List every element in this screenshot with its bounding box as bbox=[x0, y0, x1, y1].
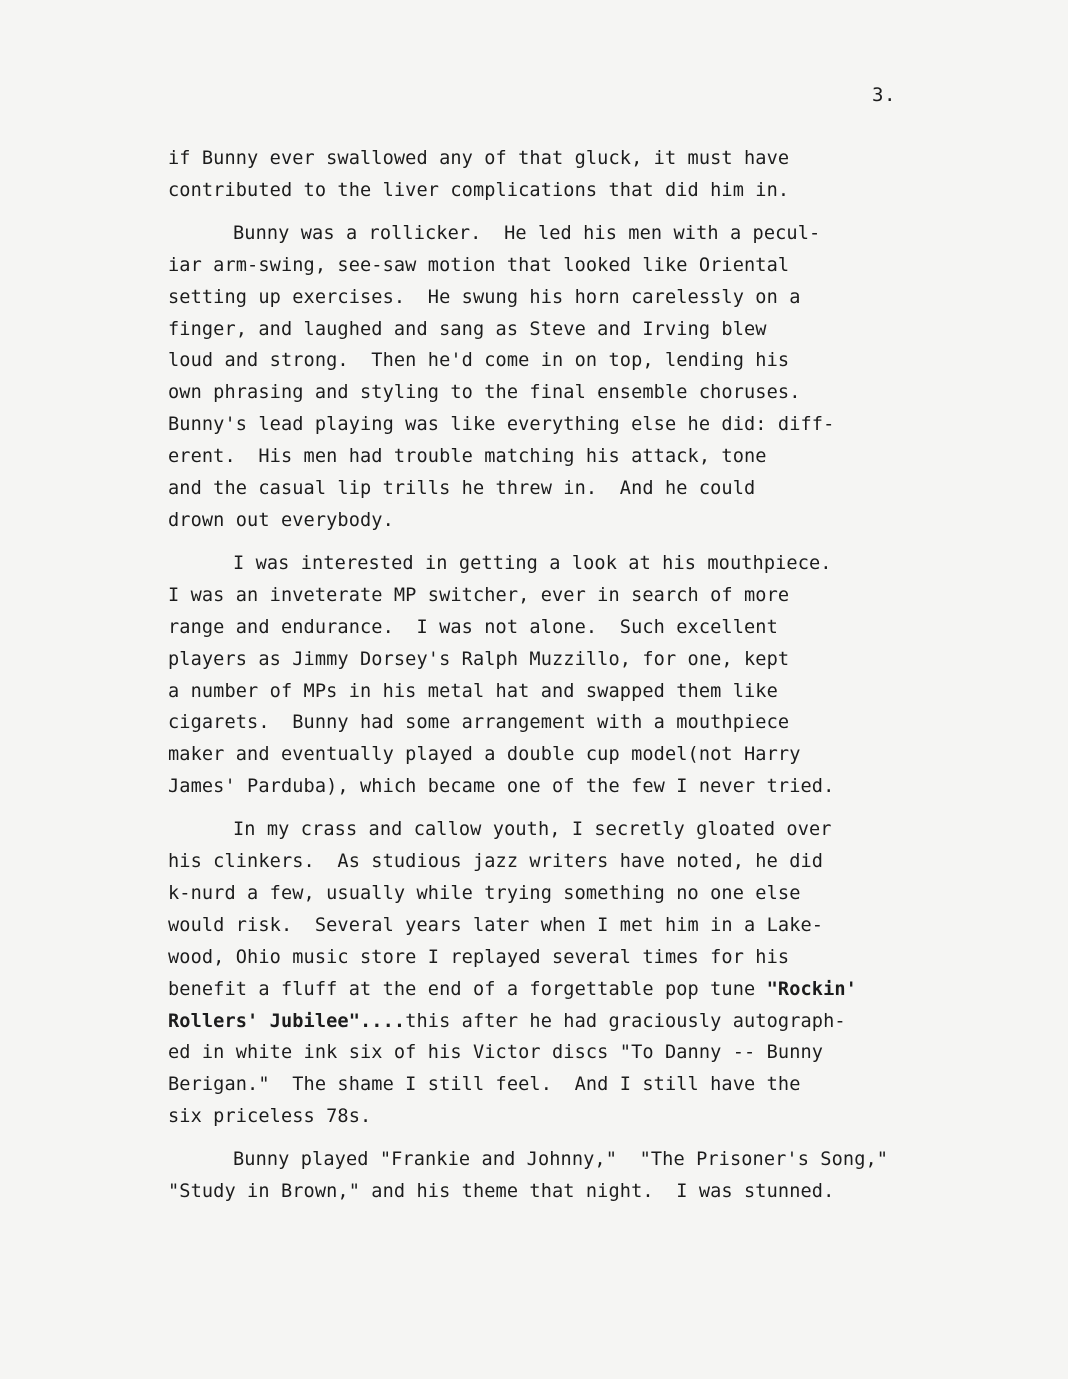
song-title-bold: "Rockin' bbox=[766, 978, 857, 1000]
text-line: would risk. Several years later when I met him in a Lake- bbox=[168, 914, 824, 936]
text-line: k-nurd a few, usually while trying something no one else bbox=[168, 882, 801, 904]
text-line: In my crass and callow youth, I secretly gloated over bbox=[233, 819, 832, 841]
paragraph-2 bbox=[168, 218, 958, 537]
text-line-mixed bbox=[168, 974, 958, 1006]
page-number: 3. bbox=[872, 84, 896, 106]
paragraph-5 bbox=[168, 1144, 958, 1208]
text-segment: benefit a fluff at the end of a forgettable pop tune bbox=[168, 978, 767, 1000]
text-line: cigarets. Bunny had some arrangement with a mouthpiece bbox=[168, 712, 790, 734]
paragraph-1 bbox=[168, 143, 958, 207]
text-line: maker and eventually played a double cup model(not Harry bbox=[168, 744, 801, 766]
text-line: Bunny played "Frankie and Johnny," "The Prisoner's Song," bbox=[233, 1149, 889, 1171]
text-line: ed in white ink six of his Victor discs "To Danny -- Bunny bbox=[168, 1042, 824, 1064]
paragraph-3 bbox=[168, 548, 958, 803]
text-line: drown out everybody. bbox=[168, 509, 394, 531]
text-line: and the casual lip trills he threw in. And he could bbox=[168, 478, 756, 500]
text-line: own phrasing and styling to the final ensemble choruses. bbox=[168, 382, 801, 404]
text-line: players as Jimmy Dorsey's Ralph Muzzillo, for one, kept bbox=[168, 648, 790, 670]
text-line: "Study in Brown," and his theme that night. I was stunned. bbox=[168, 1181, 835, 1203]
text-line: I was interested in getting a look at his mouthpiece. bbox=[233, 552, 832, 574]
body-text bbox=[168, 143, 958, 1219]
text-line-mixed bbox=[168, 1006, 958, 1038]
text-line: finger, and laughed and sang as Steve and Irving blew bbox=[168, 318, 767, 340]
paragraph-4 bbox=[168, 814, 958, 1133]
text-line: iar arm-swing, see-saw motion that looked like Oriental bbox=[168, 254, 790, 276]
text-line: Berigan." The shame I still feel. And I still have the bbox=[168, 1074, 801, 1096]
text-line: erent. His men had trouble matching his attack, tone bbox=[168, 446, 767, 468]
text-segment: this after he had graciously autograph- bbox=[405, 1010, 846, 1032]
text-line: range and endurance. I was not alone. Such excellent bbox=[168, 616, 778, 638]
text-line: setting up exercises. He swung his horn carelessly on a bbox=[168, 286, 801, 308]
text-line: his clinkers. As studious jazz writers have noted, he did bbox=[168, 851, 824, 873]
text-line: six priceless 78s. bbox=[168, 1106, 372, 1128]
text-line: wood, Ohio music store I replayed several times for his bbox=[168, 946, 790, 968]
text-line: I was an inveterate MP switcher, ever in search of more bbox=[168, 584, 790, 606]
text-line: Bunny was a rollicker. He led his men with a pecul- bbox=[233, 222, 821, 244]
text-line: contributed to the liver complications that did him in. bbox=[168, 179, 790, 201]
text-line: Bunny's lead playing was like everything else he did: diff- bbox=[168, 414, 835, 436]
text-line: if Bunny ever swallowed any of that gluck, it must have bbox=[168, 148, 790, 169]
text-line: James' Parduba), which became one of the few I never tried. bbox=[168, 776, 835, 798]
text-line: a number of MPs in his metal hat and swapped them like bbox=[168, 680, 778, 702]
text-line: loud and strong. Then he'd come in on top, lending his bbox=[168, 350, 790, 372]
song-title-bold: Rollers' Jubilee".... bbox=[168, 1010, 406, 1032]
